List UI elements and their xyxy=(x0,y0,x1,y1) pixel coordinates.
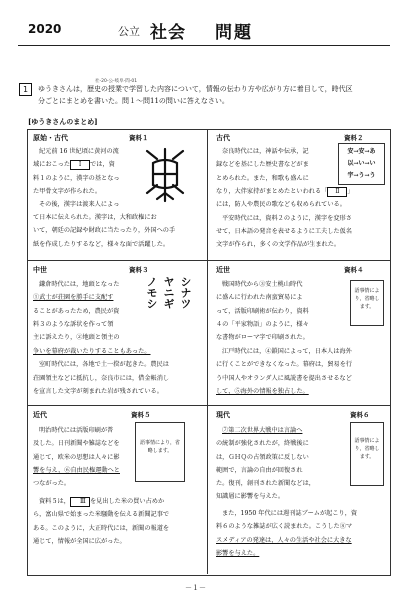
text-line-underlined: 争いを幕府が裁いたりすることもあった。 xyxy=(33,348,151,355)
text-line: では，資 xyxy=(90,161,115,169)
question-number: 1 xyxy=(19,83,32,96)
material-3-petition-script xyxy=(143,276,201,342)
text-line: 奈良時代には，神話や伝承，記 xyxy=(222,148,309,155)
material-5-placeholder xyxy=(135,422,185,482)
text-line: を見出した米の買い占めか xyxy=(89,498,165,505)
material-2-kana-table xyxy=(338,143,385,185)
text-line: を宣言した文字が刻まれた岩が残されている。 xyxy=(33,387,163,395)
text-line: いて，朝廷の記録や財政に当たったり，外国への手 xyxy=(33,227,176,235)
material-label: 資料２ xyxy=(344,134,364,142)
cell-ancient xyxy=(31,131,205,259)
text-line: 料６のような雑誌が広く読まれた。こうした⑧マ xyxy=(216,523,353,531)
text-line: う中国人やオランダ人に風説書を提出させるなど xyxy=(216,374,352,382)
material-4-placeholder xyxy=(350,280,384,326)
exam-problem-label: 問題 xyxy=(215,23,253,43)
text-line: ４の「平家物語」のように，様々 xyxy=(216,320,309,328)
era-title: 中世 xyxy=(33,265,47,274)
text-line: せて，日本語の発音を表せるように工夫した仮名 xyxy=(216,227,352,235)
table-divider-vertical xyxy=(207,129,208,574)
era-title: 現代 xyxy=(216,410,230,419)
omitted-notice: 語事情により，省略します。 xyxy=(354,438,380,460)
text-line: 紙を作成したりするなど，様々な面で活躍した。 xyxy=(33,240,170,248)
blank-box-2: Ⅱ xyxy=(327,187,347,197)
exam-year: 2020 xyxy=(28,22,62,36)
material-label: 資料３ xyxy=(129,266,149,274)
text-line: 主に訴えたり，②地頭と領主の xyxy=(33,334,120,342)
text-line: 通じて，情報が全国に広がった。 xyxy=(33,537,126,545)
text-line: なり，大伴家持がまとめたといわれる「 xyxy=(216,188,328,195)
text-line: て日本に伝えられた。漢字は，大和政権にお xyxy=(33,214,157,221)
text-line-underlined: 響を与え，⑥自由民権運動へと xyxy=(33,466,120,474)
script-col: ノモシ xyxy=(145,276,158,309)
header-rule xyxy=(18,45,390,46)
question-code: 社-20-公-岐阜-問-01 xyxy=(95,79,138,84)
text-line: つながった。 xyxy=(33,480,71,488)
cell-kinsei xyxy=(210,262,388,404)
script-col: シナツ xyxy=(179,276,192,309)
omitted-notice: 語事情により，省略します。 xyxy=(139,440,180,454)
omitted-notice: 語事情により，省略します。 xyxy=(354,288,380,310)
cell-chusei xyxy=(31,262,205,404)
text-line: の統制が強化されたが，終戦後に xyxy=(216,440,309,448)
text-line: には，防人や農民の歌なども収められている。 xyxy=(216,201,346,209)
text-line: 録などを基にした歴史書などがま xyxy=(216,161,309,169)
text-line: 明治時代には活版印刷が普 xyxy=(39,427,114,434)
cell-gendai xyxy=(210,407,388,573)
text-line: に盛んに行われた南蛮貿易によ xyxy=(216,294,303,302)
material-label: 資料１ xyxy=(129,134,149,142)
text-line-underlined: 影響を与えた。 xyxy=(216,549,260,557)
era-title: 近代 xyxy=(33,410,47,419)
text-line: な書物がローマ字で印刷された。 xyxy=(216,334,309,342)
kana-row: 宇→う→う xyxy=(347,172,376,179)
text-line: は，ＧＨＱの占領政策に反しない xyxy=(216,453,309,461)
kana-row: 以→い→い xyxy=(347,160,376,167)
text-line: 」 xyxy=(347,188,354,195)
text-line: 平安時代には，資料２のように，漢字を変形さ xyxy=(222,214,352,222)
text-line: 料３のような訴状を作って領 xyxy=(33,320,114,328)
text-line: 範囲で，言論の自由が回復され xyxy=(216,466,303,474)
era-title: 原始・古代 xyxy=(33,133,68,142)
era-title: 古代 xyxy=(216,133,230,142)
script-col: ヤニギ xyxy=(162,276,175,309)
material-6-placeholder xyxy=(350,422,384,486)
text-line: 紀元前 16 世紀頃に黄河の流 xyxy=(39,148,119,155)
intro-line-1: ゆうきさんは，歴史の授業で学習した内容について，情報の伝わり方や広がり方に着目して，時代区 xyxy=(38,85,353,93)
text-line: 文字が作られ，多くの文学作品が生まれた。 xyxy=(216,241,341,249)
text-line-underlined: スメディアの発達は，人々の生活や社会に大きな xyxy=(216,536,352,544)
text-line: 室町時代には，各地で土一揆が起きた。農民は xyxy=(39,361,169,369)
text-line: また，1950 年代には週刊誌ブームが起こり，資 xyxy=(222,510,358,517)
text-line: とめられた。また，和歌も盛んに xyxy=(216,174,309,182)
page-number: －１－ xyxy=(185,584,206,592)
question-intro xyxy=(38,83,390,107)
blank-box-3: Ⅲ xyxy=(70,497,90,507)
text-line: 料１のように，漢字の基となっ xyxy=(33,174,120,182)
text-line: 知識層に影響を与えた。 xyxy=(216,493,285,501)
material-label: 資料６ xyxy=(350,411,370,419)
text-line-underlined: して，⑤海外の情報を独占した。 xyxy=(216,387,309,395)
text-line: 域におこった xyxy=(33,161,71,169)
exam-subject: 社会 xyxy=(150,23,186,43)
table-divider-row-1 xyxy=(27,260,391,261)
kana-row: 安→安→あ xyxy=(347,148,376,155)
intro-line-2: 分ごとにまとめを書いた。問１～問11の問いに答えなさい。 xyxy=(38,97,229,105)
text-line: に行くことができなくなった。幕府は，貿易を行 xyxy=(216,361,353,369)
text-line: 戦国時代から③安土桃山時代 xyxy=(222,281,303,288)
blank-box-1: Ⅰ xyxy=(70,160,90,170)
material-label: 資料５ xyxy=(131,411,151,419)
text-line-underlined: ①武士が荘園を勝手に支配す xyxy=(33,294,114,302)
cell-kindai xyxy=(31,407,205,573)
era-title: 近世 xyxy=(216,265,230,274)
text-line: た。復刊，創刊された新聞などは， xyxy=(216,480,315,488)
text-line: 鎌倉時代には，地頭となった xyxy=(39,281,120,288)
oracle-bone-glyph-image xyxy=(139,145,191,205)
summary-title: [ゆうきさんのまとめ] xyxy=(28,117,98,126)
text-line: 通じて，欧米の思想は人々に影 xyxy=(33,453,120,461)
text-line: って，活版印刷術が伝わり，資料 xyxy=(216,307,309,315)
text-line: 及した。日刊新聞や雑誌などを xyxy=(33,440,120,448)
material-label: 資料４ xyxy=(344,266,364,274)
table-divider-row-2 xyxy=(27,405,391,406)
text-line: 荘園領主などに抵抗し，奈良市には，借金帳消し xyxy=(33,374,170,382)
text-line: ることがあったため，農民が資 xyxy=(33,307,120,315)
cell-kodai xyxy=(210,131,388,259)
text-line-underlined: ⑦第二次世界大戦中は言論へ xyxy=(222,427,303,434)
text-line: その後，漢字は渡来人によっ xyxy=(39,201,120,209)
text-line: ら，富山県で始まった米騒動を伝える新聞記事で xyxy=(33,511,170,519)
text-line: ある。このように，大正時代には，新聞の報道を xyxy=(33,524,170,532)
text-line: た甲骨文字が作られた。 xyxy=(33,187,102,195)
exam-kind: 公立 xyxy=(118,25,140,38)
text-line: 資料５は， xyxy=(39,498,70,505)
text-line: 江戸時代には，④鎖国によって，日本人は海外 xyxy=(222,348,352,355)
